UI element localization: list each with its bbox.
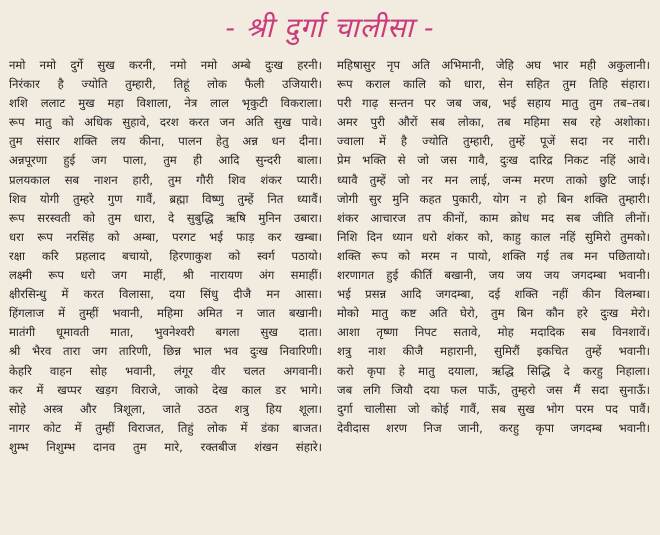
verse-line: कर में खप्पर खड़ग विराजे, जाको देख काल डर भागे। (9, 382, 322, 397)
verse-line: प्रेम भक्ति से जो जस गावै, दुःख दारिद्र निकट नहिं आवे। (337, 153, 650, 168)
verse-line: शत्रु नाश कीजै महारानी, सुमिरौं इकचित तुम्हें भवानी। (337, 344, 650, 359)
verse-line: रक्षा करि प्रहलाद बचायो, हिरणाकुश को स्वर्ग पठायो। (9, 248, 322, 263)
verse-line: सोहे अस्त्र और त्रिशूला, जाते उठत शत्रु हिय शूला। (9, 401, 322, 416)
verse-line: करो कृपा हे मातु दयाला, ऋद्धि सिद्धि दे करहु निहाला। (337, 363, 650, 378)
verse-line: क्षीरसिन्धु में करत विलासा, दया सिंधु दीजै मन आसा। (9, 287, 322, 302)
verse-line: निशि दिन ध्यान धरो शंकर को, काहु काल नहिं सुमिरो तुमको। (337, 229, 650, 244)
verse-line: महिषासुर नृप अति अभिमानी, जेहि अघ भार मही अकुलानी। (337, 58, 650, 72)
verse-line: अमर पुरी औरों सब लोका, तब महिमा सब रहे अशोका। (337, 115, 650, 130)
verse-line: परी गाढ़ सन्तन पर जब जब, भई सहाय मातु तुम तब–तब। (337, 96, 650, 111)
verse-line: शुम्भ निशुम्भ दानव तुम मारे, रक्तबीज शंखन संहारे। (9, 439, 322, 454)
verse-line: आशा तृष्णा निपट सतावे, मोह मदादिक सब विनशावें। (337, 325, 650, 340)
right-verse-column (337, 56, 650, 438)
verse-line: भई प्रसन्न आदि जगदम्बा, दई शक्ति नहीं कीन विलम्बा। (337, 287, 650, 302)
verse-line: देवीदास शरण निज जानी, करहु कृपा जगदम्ब भवानी। (337, 420, 650, 435)
verse-line: शक्ति रूप को मरम न पायो, शक्ति गई तब मन पछितायो। (337, 248, 650, 263)
verse-line: शिव योगी तुम्हरे गुण गावैं, ब्रह्मा विष्णु तुम्हें नित ध्यावैं। (9, 191, 322, 206)
verse-line: मोको मातु कष्ट अति घेरो, तुम बिन कौन हरे दुःख मेरो। (337, 306, 650, 321)
verse-line: अन्नपूरणा हुई जग पाला, तुम ही आदि सुन्दरी बाला। (9, 153, 322, 168)
verse-line: हिंगलाज में तुम्हीं भवानी, महिमा अमित न जात बखानी। (9, 306, 322, 321)
verse-line: श्री भैरव तारा जग तारिणी, छिन्न भाल भव दुःख निवारिणी। (9, 344, 322, 359)
page-title: - श्री दुर्गा चालीसा - (225, 11, 435, 44)
left-verse-column (9, 56, 322, 457)
verse-line: नागर कोट में तुम्हीं विराजत, तिहुं लोक में डंका बाजत। (9, 420, 322, 435)
verse-line: मातंगी धूमावती माता, भुवनेश्वरी बगला सुख दाता। (9, 325, 322, 340)
verse-line: शरणागत हुई कीर्ति बखानी, जय जय जय जगदम्बा भवानी। (337, 268, 650, 283)
verse-line: तुम संसार शक्ति लय कीना, पालन हेतु अन्न धन दीना। (9, 134, 322, 149)
verse-line: रूप सरस्वती को तुम धारा, दे सुबुद्धि ऋषि मुनिन उबारा। (9, 210, 322, 225)
verse-line: शशि ललाट मुख महा विशाला, नेत्र लाल भृकुटी विकराला। (9, 96, 322, 111)
verse-line: लक्ष्मी रूप धरो जग माहीं, श्री नारायण अंग समाहीं। (9, 268, 322, 283)
verse-line: निरंकार है ज्योति तुम्हारी, तिहूं लोक फैली उजियारी। (9, 77, 322, 92)
verse-line: धरा रूप नरसिंह को अम्बा, परगट भई फाड़ कर खम्बा। (9, 229, 322, 244)
verse-line: ज्वाला में है ज्योति तुम्हारी, तुम्हें पूजें सदा नर नारी। (337, 134, 650, 149)
verse-line: दुर्गा चालीसा जो कोई गावैं, सब सुख भोग परम पद पावैं। (337, 401, 650, 416)
verse-line: जोगी सुर मुनि कहत पुकारी, योग न हो बिन शक्ति तुम्हारी। (337, 191, 650, 206)
verse-line: केहरि वाहन सोह भवानी, लंगूर वीर चलत अगवानी। (9, 363, 322, 378)
verse-line: रूप कराल कालि को धारा, सेन सहित तुम तिहि संहारा। (337, 77, 650, 92)
verse-line: जब लगि जियौ दया फल पाऊँ, तुम्हरो जस मैं सदा सुनाऊँ। (337, 382, 650, 397)
verse-line: प्रलयकाल सब नाशन हारी, तुम गौरी शिव शंकर प्यारी। (9, 172, 322, 187)
verse-line: ध्यावै तुम्हें जो नर मन लाई, जन्म मरण ताको छुटि जाई। (337, 172, 650, 187)
verse-line: शंकर आचारज तप कीनों, काम क्रोध मद सब जीति लीनों। (337, 210, 650, 225)
verse-line: रूप मातु को अधिक सुहावे, दरश करत जन अति सुख पावे। (9, 115, 322, 130)
verse-line: नमो नमो दुर्गे सुख करनी, नमो नमो अम्बे दुःख हरनी। (9, 58, 322, 72)
